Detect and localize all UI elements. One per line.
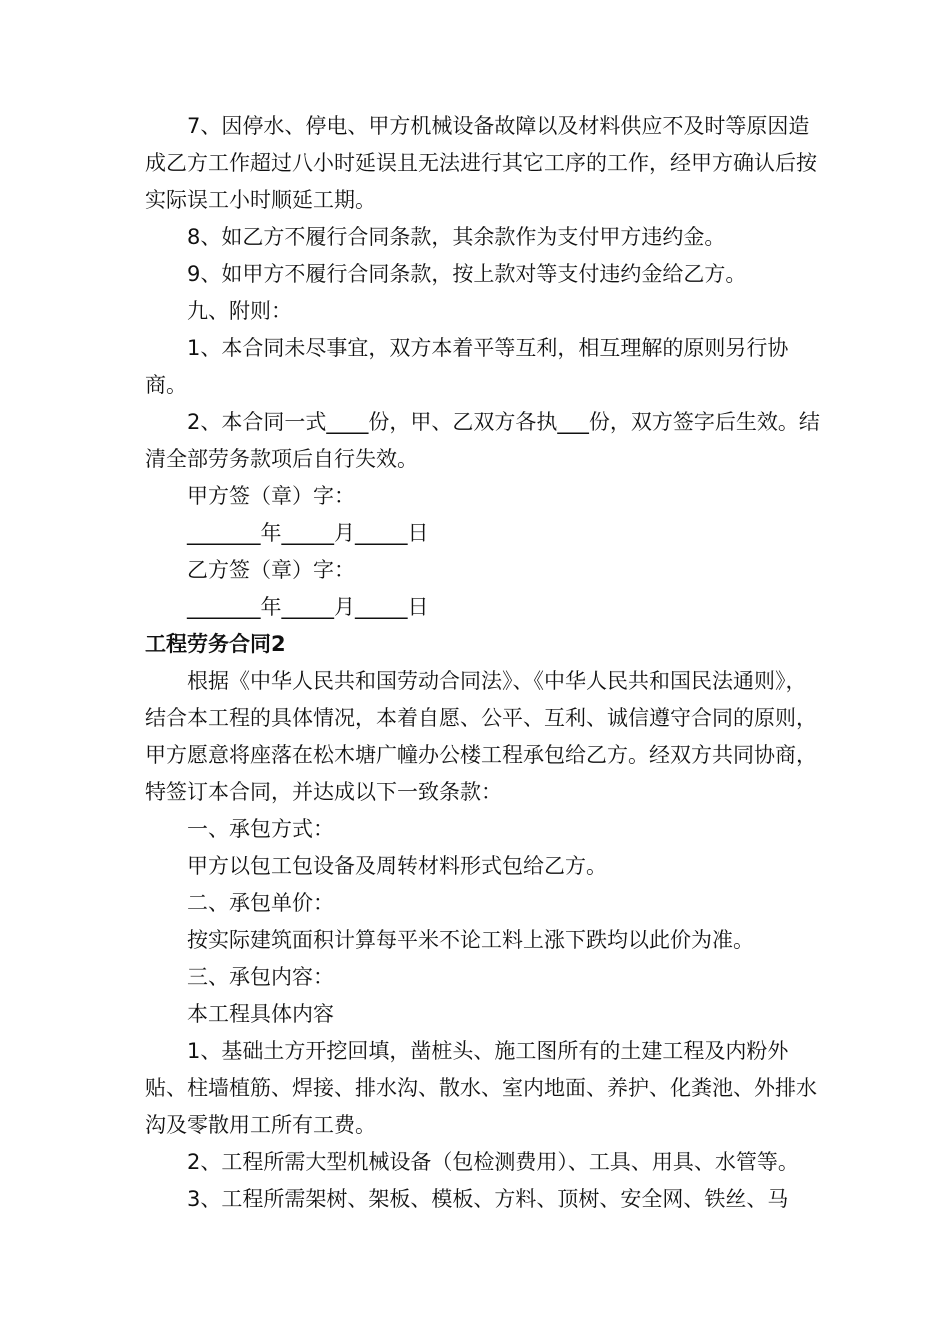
section-heading-unit-price: 二、承包单价： (187, 891, 334, 915)
document-body (145, 108, 825, 1218)
paragraph-content-2: 2、工程所需大型机械设备（包检测费用）、工具、用具、水管等。 (187, 1150, 799, 1174)
paragraph-clause-8: 8、如乙方不履行合同条款，其余款作为支付甲方违约金。 (187, 225, 726, 249)
section-heading-supplementary: 九、附则： (187, 299, 292, 323)
paragraph-clause-9: 9、如甲方不履行合同条款，按上款对等支付违约金给乙方。 (187, 262, 747, 286)
party-a-date-line: _______年_____月_____日 (187, 521, 429, 545)
paragraph-content-intro: 本工程具体内容 (187, 1002, 334, 1026)
paragraph-clause-7: 7、因停水、停电、甲方机械设备故障以及材料供应不及时等原因造成乙方工作超过八小时延误且无法进行其它工序的工作，经甲方确认后按实际误工小时顺延工期。 (145, 114, 817, 212)
section-heading-contract-content: 三、承包内容： (187, 965, 334, 989)
paragraph-preamble: 根据《中华人民共和国劳动合同法》、《中华人民共和国民法通则》，结合本工程的具体情况，本着自愿、公平、互利、诚信遵守合同的原则，甲方愿意将座落在松木塘广幢办公楼工程承包给乙方。经双方共同协商，特签订本合同，并达成以下一致条款： (145, 669, 817, 804)
party-b-signature-line: 乙方签（章）字： (187, 558, 355, 582)
paragraph-supplementary-1: 1、本合同未尽事宜，双方本着平等互利，相互理解的原则另行协商。 (145, 336, 789, 397)
paragraph-content-1: 1、基础土方开挖回填，凿桩头、施工图所有的土建工程及内粉外贴、柱墙植筋、焊接、排水沟、散水、室内地面、养护、化粪池、外排水沟及零散用工所有工费。 (145, 1039, 817, 1137)
paragraph-supplementary-2: 2、本合同一式____份，甲、乙双方各执___份，双方签字后生效。结清全部劳务款项后自行失效。 (145, 410, 820, 471)
section-heading-contract-method: 一、承包方式： (187, 817, 334, 841)
contract-title: 工程劳务合同2 (145, 632, 286, 656)
paragraph-contract-method: 甲方以包工包设备及周转材料形式包给乙方。 (187, 854, 607, 878)
paragraph-unit-price: 按实际建筑面积计算每平米不论工料上涨下跌均以此价为准。 (187, 928, 754, 952)
paragraph-content-3: 3、工程所需架树、架板、模板、方料、顶树、安全网、铁丝、马 (187, 1187, 789, 1211)
party-b-date-line: _______年_____月_____日 (187, 595, 429, 619)
party-a-signature-line: 甲方签（章）字： (187, 484, 355, 508)
